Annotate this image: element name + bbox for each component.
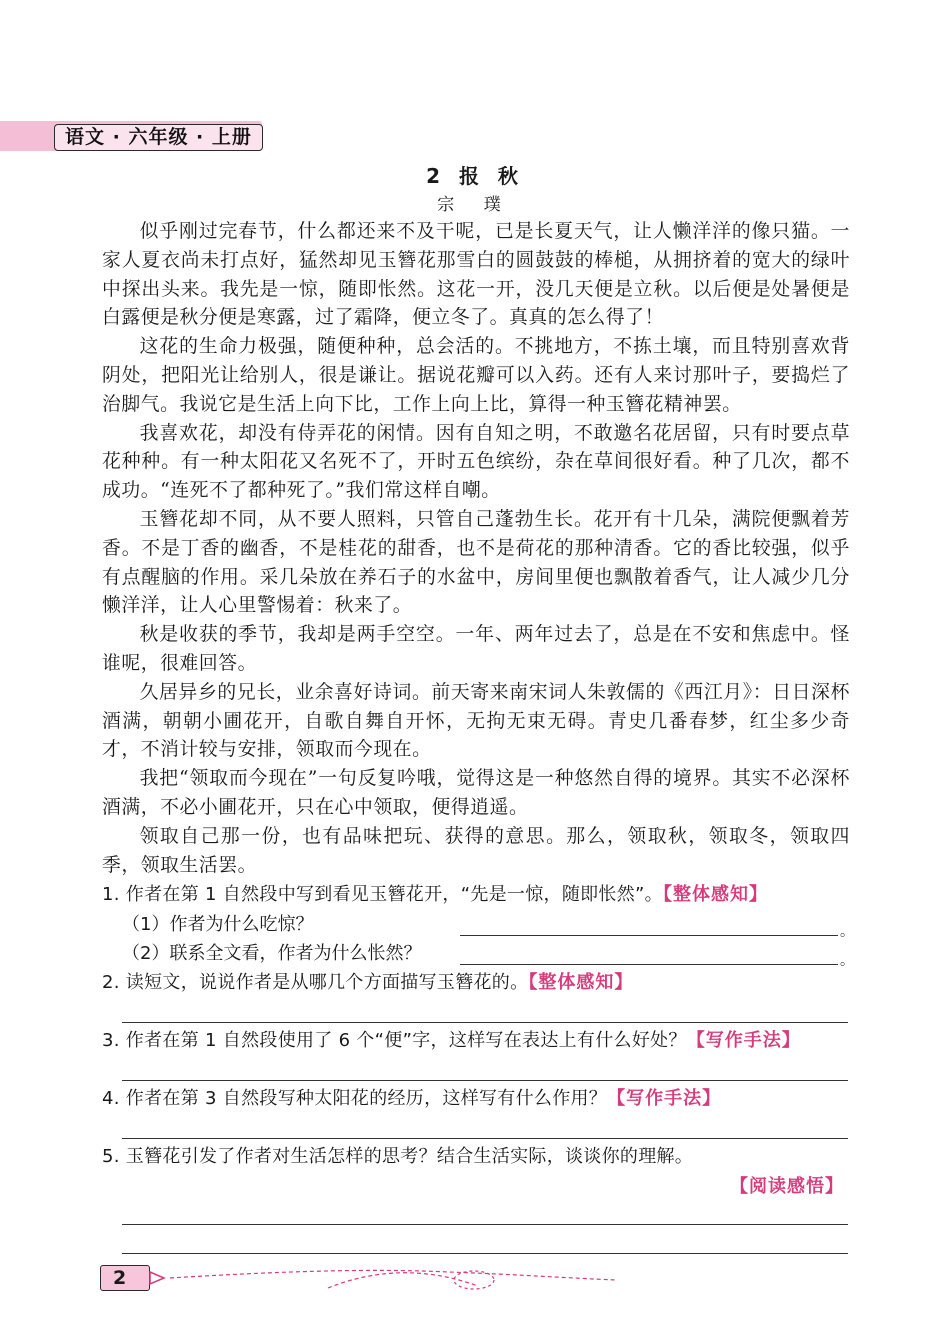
answer-line-5-1[interactable]: [122, 1224, 848, 1225]
question-2: [102, 971, 633, 995]
question-4-tag: 【写作手法】: [607, 1088, 722, 1109]
book-label: 语文 · 六年级 · 上册: [54, 124, 263, 151]
question-1-tag: 【整体感知】: [662, 884, 768, 905]
paragraph: 似乎刚过完春节，什么都还来不及干呢，已是长夏天气，让人懒洋洋的像只猫。一家人夏衣尚未打点好，猛然却见玉簪花那雪白的圆鼓鼓的棒槌，从拥挤着的宽大的绿叶中探出头来。我先是一惊，随即怅然。这花一开，没几天便是立秋。以后便是处暑便是白露便是秋分便是寒露，过了霜降，便立冬了。真真的怎么得了！: [102, 221, 850, 329]
paragraph: 我把“领取而今现在”一句反复吟哦，觉得这是一种悠然自得的境界。其实不必深杯酒满，不必小圃花开，只在心中领取，便得逍遥。: [102, 768, 850, 818]
question-2-text: 2. 读短文，说说作者是从哪几个方面描写玉簪花的。: [102, 972, 529, 993]
question-1-text: 1. 作者在第 1 自然段中写到看见玉簪花开，“先是一惊，随即怅然”。: [102, 884, 663, 905]
question-3-tag: 【写作手法】: [686, 1030, 801, 1051]
answer-line-1-2[interactable]: [460, 964, 838, 965]
question-4-text: 4. 作者在第 3 自然段写种太阳花的经历，这样写有什么作用？: [102, 1088, 608, 1109]
answer-end-mark: 。: [840, 924, 854, 940]
answer-line-2[interactable]: [122, 1022, 848, 1023]
question-5-tag: 【阅读感悟】: [730, 1176, 844, 1197]
question-3: [102, 1029, 801, 1053]
question-1-sub-1: （1）作者为什么吃惊？: [122, 914, 314, 935]
question-1-sub-2: （2）联系全文看，作者为什么怅然？: [122, 943, 422, 964]
paragraph: 我喜欢花，却没有侍弄花的闲情。因有自知之明，不敢邀名花居留，只有时要点草花种种。有一种太阳花又名死不了，开时五色缤纷，杂在草间很好看。种了几次，都不成功。“连死不了都种死了。”我们常这样自嘲。: [102, 422, 850, 502]
answer-line-4[interactable]: [122, 1138, 848, 1139]
paragraph: 领取自己那一份，也有品味把玩、获得的意思。那么，领取秋，领取冬，领取四季，领取生活罢。: [102, 825, 850, 876]
answer-line-1-1[interactable]: [460, 935, 838, 936]
answer-end-mark: 。: [840, 953, 854, 969]
question-1: [102, 883, 768, 907]
question-3-text: 3. 作者在第 1 自然段使用了 6 个“便”字，这样写在表达上有什么好处？: [102, 1030, 687, 1051]
question-5: 5. 玉簪花引发了作者对生活怎样的思考？结合生活实际，谈谈你的理解。: [102, 1146, 694, 1167]
page-decoration-icon: [148, 1258, 618, 1298]
paragraph: 秋是收获的季节，我却是两手空空。一年、两年过去了，总是在不安和焦虑中。怪谁呢，很难回答。: [102, 624, 850, 674]
question-4: [102, 1087, 721, 1111]
page-number: 2: [100, 1265, 150, 1291]
article-body: [102, 218, 850, 880]
paragraph: 久居异乡的兄长，业余喜好诗词。前天寄来南宋词人朱敦儒的《西江月》：日日深杯酒满，朝朝小圃花开，自歌自舞自开怀，无拘无束无碍。青史几番春梦，红尘多少奇才，不消计较与安排，领取而今现在。: [102, 681, 850, 761]
answer-line-5-2[interactable]: [122, 1253, 848, 1254]
paragraph: 玉簪花却不同，从不要人照料，只管自己蓬勃生长。花开有十几朵，满院便飘着芳香。不是丁香的幽香，不是桂花的甜香，也不是荷花的那种清香。它的香比较强，似乎有点醒脑的作用。采几朵放在养石子的水盆中，房间里便也飘散着香气，让人减少几分懒洋洋，让人心里警惕着：秋来了。: [102, 508, 850, 617]
answer-line-3[interactable]: [122, 1080, 848, 1081]
question-2-tag: 【整体感知】: [528, 972, 634, 993]
paragraph: 这花的生命力极强，随便种种，总会活的。不挑地方，不拣土壤，而且特别喜欢背阴处，把阳光让给别人，很是谦让。据说花瓣可以入药。还有人来讨那叶子，要捣烂了治脚气。我说它是生活上向下比，工作上向上比，算得一种玉簪花精神罢。: [102, 336, 850, 415]
article-author: 宗 璞: [437, 195, 513, 215]
article-title: 2 报 秋: [426, 164, 524, 188]
